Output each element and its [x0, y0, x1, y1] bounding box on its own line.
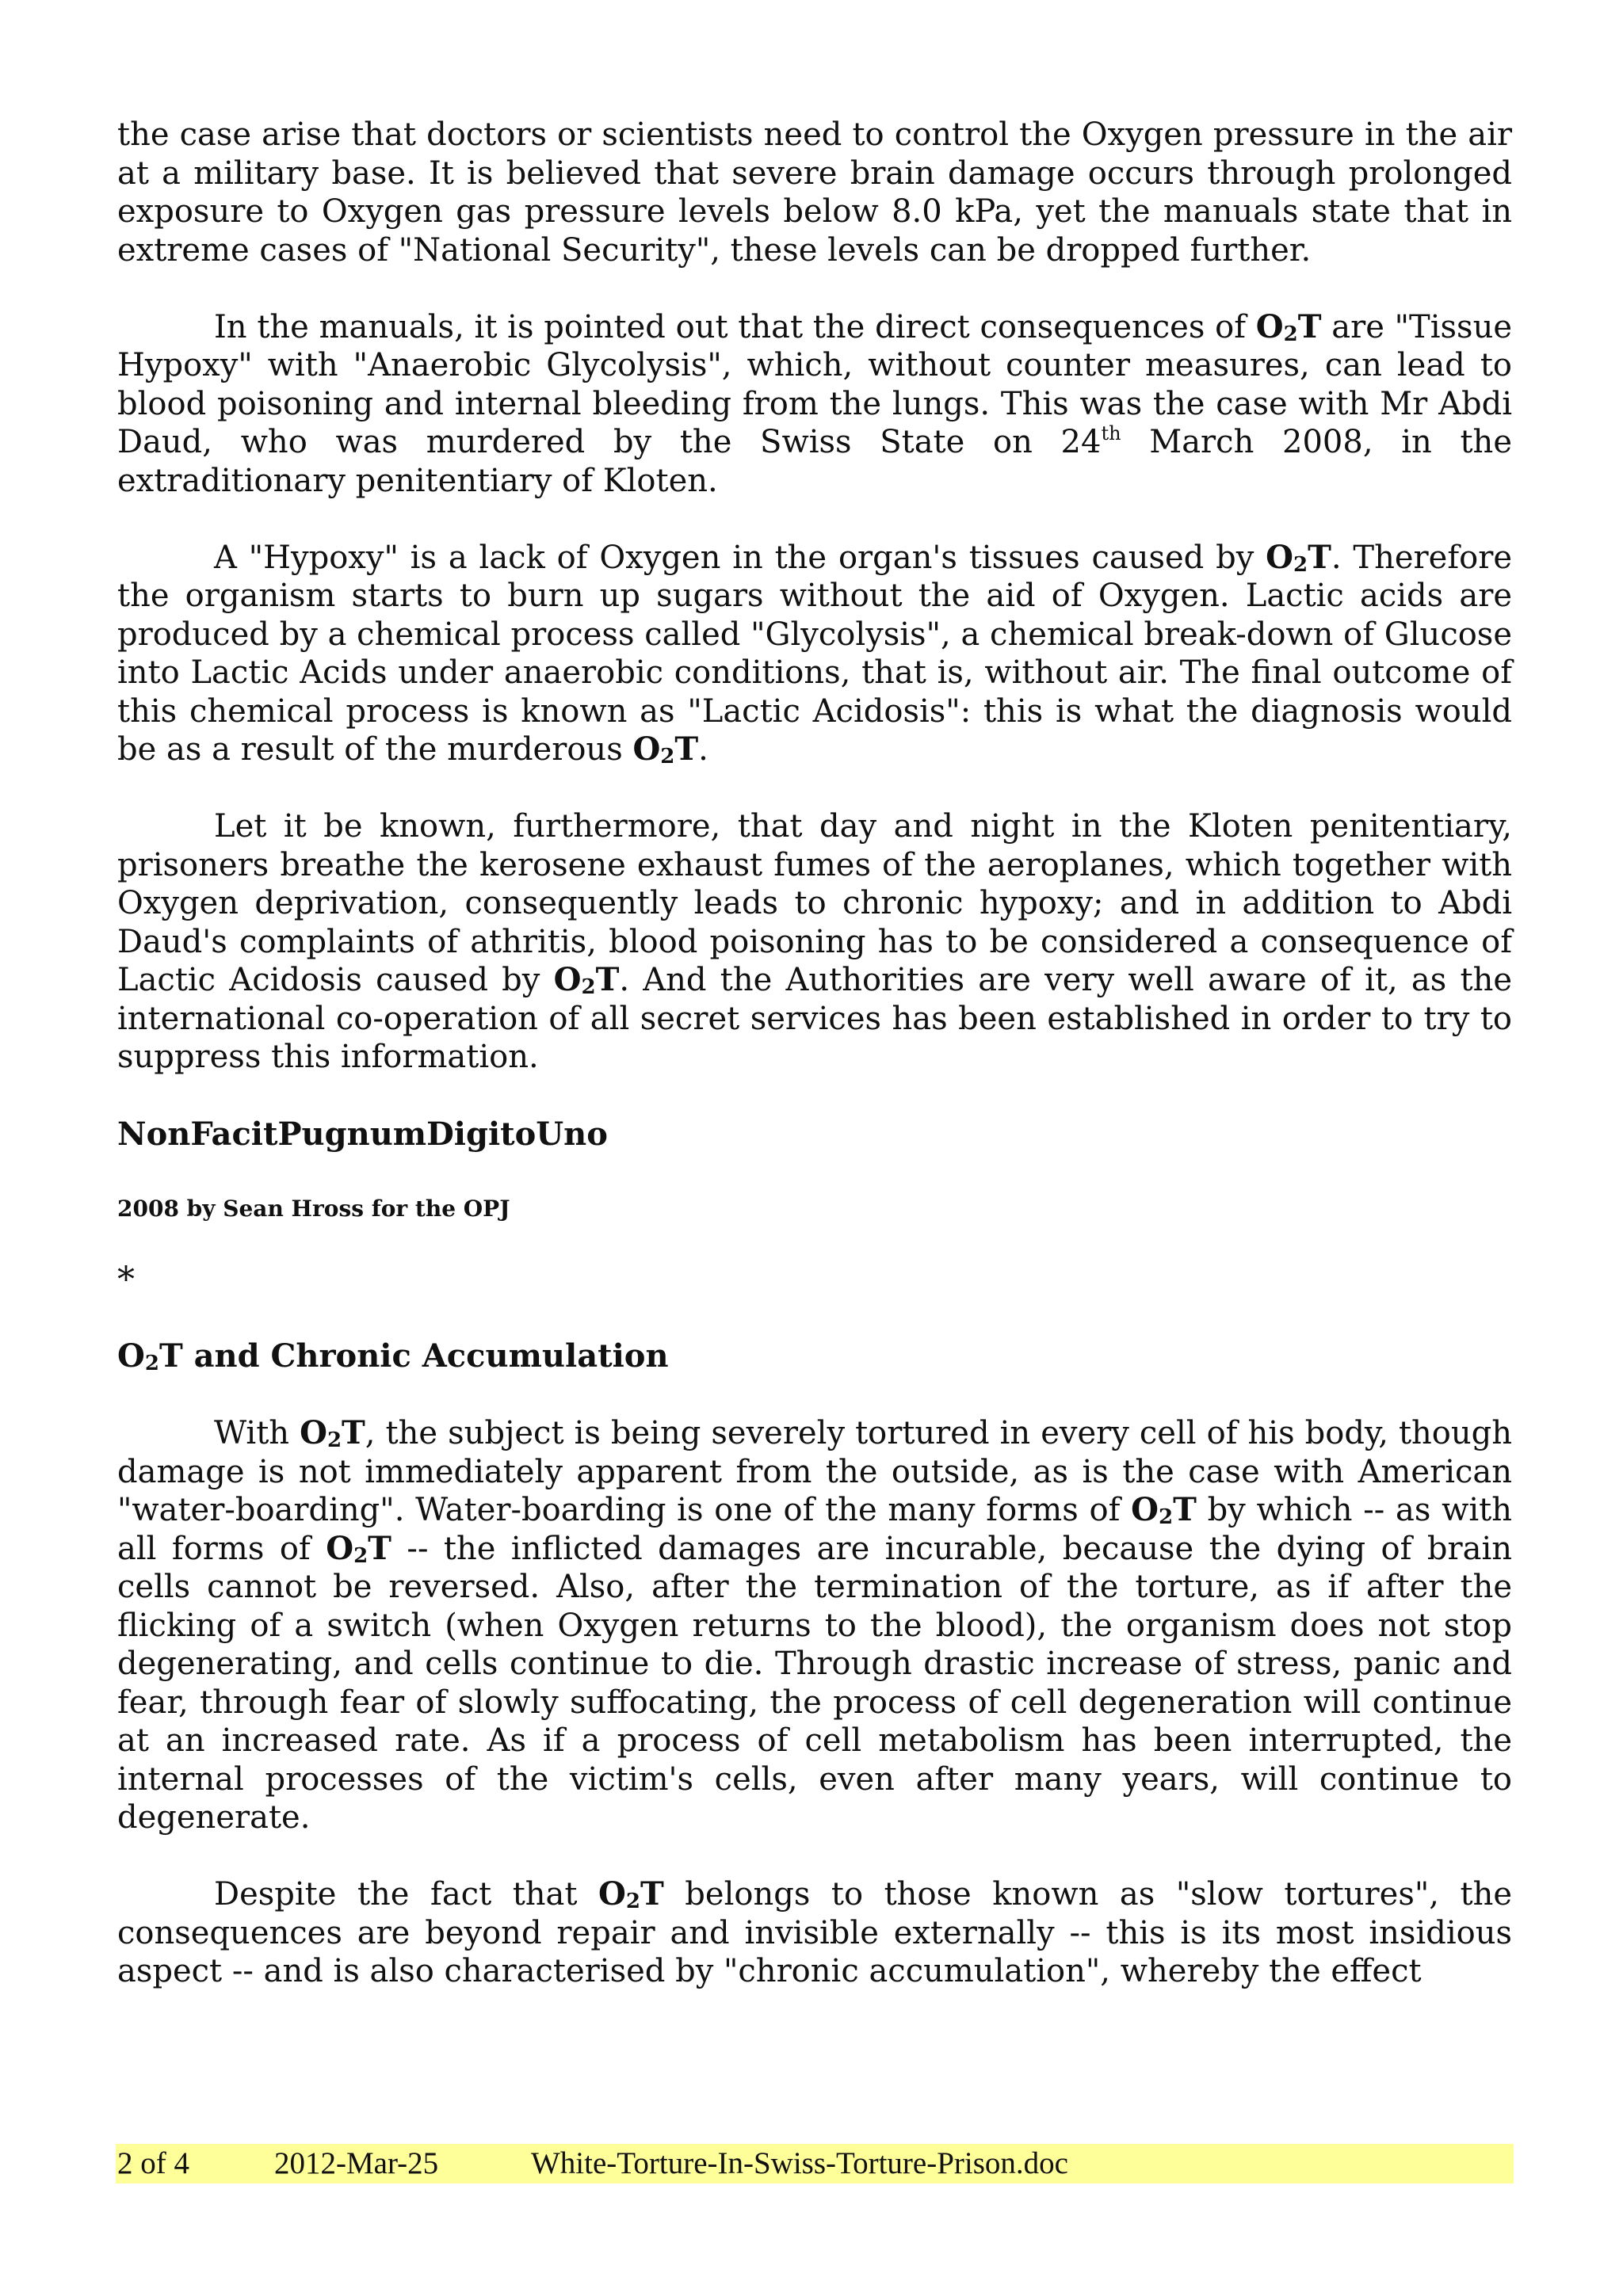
paragraph-3 [117, 539, 1512, 769]
o2t-term: $O_2T$ [326, 1529, 391, 1568]
o2t-term: $O_2T$ [1266, 538, 1331, 577]
paragraph-4-text-a: Let it be known, furthermore, that day and night in the Kloten penitentiary, prisoners breathe the kerosene exhaust fumes of the aeroplanes, which together with Oxygen deprivation, consequently leads to chronic hypoxy; and in addition to Abdi Daud's complaints of athritis, blood poisoning has to be considered a consequence of Lactic Acidosis caused by [117, 808, 1512, 998]
paragraph-1-text: the case arise that doctors or scientists need to control the Oxygen pressure in the air at a military base. It is believed that severe brain damage occurs through prolonged exposure to Oxygen gas pressure levels below 8.0 kPa, yet the manuals state that in extreme cases of "National Security", these levels can be dropped further. [117, 116, 1512, 269]
o2t-term: $O_2T$ [300, 1414, 365, 1452]
ordinal-suffix: th [1101, 422, 1121, 444]
paragraph-6-text-b: belongs to those known as "slow tortures", the consequences are beyond repair and invisible externally -- this is its most insidious aspect -- and is also characterised by "chronic accumulation", whereby the effect [117, 1876, 1513, 1989]
paragraph-5-text-c: by which -- as with all forms of [117, 1492, 1512, 1567]
paragraph-4-text-b: . And the Authorities are very well aware of it, as the international co-operation of all secret services has been established in order to try to suppress this information. [117, 962, 1512, 1075]
section-title-text: and Chronic Accumulation [193, 1337, 669, 1375]
paragraph-2-text-a: In the manuals, it is pointed out that the direct consequences of [214, 308, 1246, 345]
paragraph-3-text-c: . [698, 731, 708, 768]
motto-heading: NonFacitPugnumDigitoUno [117, 1116, 608, 1153]
credit-line: 2008 by Sean Hross for the OPJ [117, 1195, 510, 1222]
paragraph-3-text-a: A "Hypoxy" is a lack of Oxygen in the organ's tissues caused by [214, 539, 1254, 576]
paragraph-6-text-a: Despite the fact that [214, 1876, 578, 1913]
paragraph-5-text-d: -- the inflicted damages are incurable, because the dying of brain cells cannot be reversed. Also, after the termination of the torture, as if after the flicking of a switch (when Oxygen returns to the blood), the organism does not stop degenerating, and cells continue to die. Through drastic increase of stress, panic and fear, through fear of slowly suffocating, the process of cell degeneration will continue at an increased rate. As if a process of cell metabolism has been interrupted, the internal processes of the victim's cells, even after many years, will continue to degenerate. [117, 1530, 1513, 1836]
o2t-term: $O_2T$ [1131, 1491, 1197, 1529]
paragraph-5-text-a: With [214, 1415, 290, 1451]
section-separator: * [117, 1260, 135, 1300]
o2t-term: $O_2T$ [553, 961, 620, 999]
o2t-term: $O_2T$ [598, 1875, 664, 1913]
paragraph-3-text-b: . Therefore the organism starts to burn up sugars without the aid of Oxygen. Lactic acids are produced by a chemical process called "Glycolysis", a chemical break-down of Glucose into Lactic Acids under anaerobic conditions, that is, without air. The final outcome of this chemical process is known as "Lactic Acidosis": this is what the diagnosis would be as a result of the murderous [117, 539, 1512, 768]
o2t-term: $O_2T$ [632, 730, 699, 769]
paragraph-5 [117, 1414, 1512, 1837]
paragraph-2-text-c: March 2008, in the extraditionary penitentiary of Kloten. [117, 424, 1512, 499]
paragraph-4 [117, 807, 1512, 1077]
paragraph-2 [117, 308, 1512, 501]
paragraph-1 [117, 116, 1512, 269]
footer-date: 2012-Mar-25 [274, 2146, 439, 2180]
paragraph-5-text-b: , the subject is being severely tortured in every cell of his body, though damage is not immediately apparent from the outside, as is the case with American "water-boarding". Water-boarding is one of the many forms of [117, 1415, 1512, 1528]
paragraph-2-text-b: are "Tissue Hypoxy" with "Anaerobic Glycolysis", which, without counter measures, can lead to blood poisoning and internal bleeding from the lungs. This was the case with Mr Abdi Daud, who was murdered by the Swiss State on 24 [117, 308, 1512, 460]
o2t-term: $O_2T$ [1255, 307, 1322, 346]
document-body [117, 116, 1512, 1991]
footer-filename: White-Torture-In-Swiss-Torture-Prison.doc [531, 2146, 1068, 2180]
section-title: $O_2T$ and Chronic Accumulation [117, 1337, 669, 1375]
page-footer [116, 2144, 1514, 2183]
paragraph-6 [117, 1875, 1512, 1991]
footer-page-number: 2 of 4 [117, 2146, 189, 2180]
